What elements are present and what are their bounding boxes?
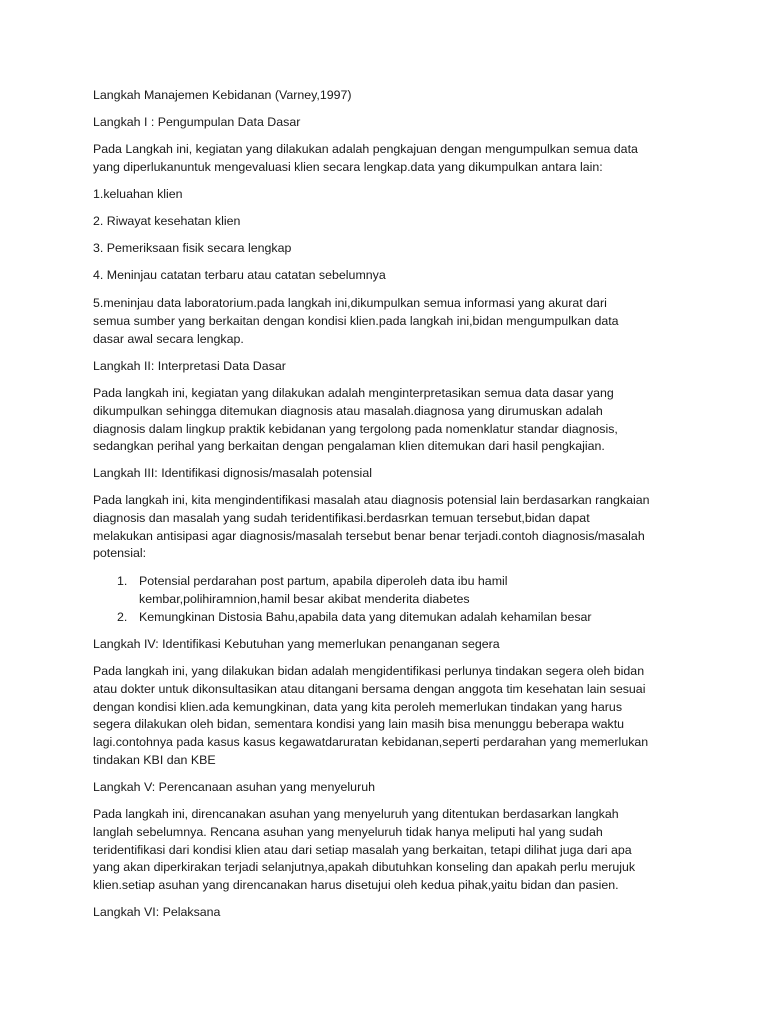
paragraph-line: yang akan diperkirakan terjadi selanjutnya,apakah dibutuhkan konseling dan apakah perlu merujuk bbox=[93, 860, 636, 875]
list-item-line: Potensial perdarahan post partum, apabila diperoleh data ibu hamil bbox=[139, 574, 508, 588]
paragraph-line: semua sumber yang berkaitan dengan kondisi klien.pada langkah ini,bidan mengumpulkan data bbox=[93, 313, 619, 328]
step1-item-5-paragraph bbox=[93, 295, 678, 348]
paragraph-line: potensial: bbox=[93, 546, 147, 561]
paragraph-line: sedangkan perihal yang berkaitan dengan pengalaman klien ditemukan dari hasil pengkajian. bbox=[93, 439, 605, 454]
paragraph-line: melakukan antisipasi agar diagnosis/masalah tersebut benar benar terjadi.contoh diagnosis/masalah bbox=[93, 528, 645, 543]
paragraph-line: langlah sebelumnya. Rencana asuhan yang menyeluruh tidak hanya meliputi hal yang sudah bbox=[93, 824, 603, 839]
paragraph-line: lagi.contohnya pada kasus kasus kegawatdaruratan kebidanan,seperti perdarahan yang memerlukan bbox=[93, 735, 649, 750]
paragraph-line: dikumpulkan sehingga ditemukan diagnosis atau masalah.diagnosa yang dirumuskan adalah bbox=[93, 403, 603, 418]
paragraph-line: Pada langkah ini, yang dilakukan bidan adalah mengidentifikasi perlunya tindakan segera oleh bidan bbox=[93, 664, 645, 678]
step3-paragraph bbox=[93, 492, 678, 563]
list-number: 2. bbox=[117, 609, 128, 624]
paragraph-line: Pada Langkah ini, kegiatan yang dilakukan adalah pengkajuan dengan mengumpulkan semua data bbox=[93, 142, 638, 156]
paragraph-line: yang diperlukanuntuk mengevaluasi klien secara lengkap.data yang dikumpulkan antara lain: bbox=[93, 159, 603, 174]
paragraph-line: Pada langkah ini, kegiatan yang dilakukan adalah menginterpretasikan semua data dasar yang bbox=[93, 386, 614, 400]
paragraph-line: klien.setiap asuhan yang direncanakan harus disetujui oleh kedua pihak,yaitu bidan dan pasien. bbox=[93, 878, 619, 893]
paragraph-line: tindakan KBI dan KBE bbox=[93, 752, 216, 767]
list-item bbox=[93, 609, 683, 627]
step6-heading: Langkah VI: Pelaksana bbox=[93, 905, 221, 919]
paragraph-line: dasar awal secara lengkap. bbox=[93, 331, 244, 346]
list-number: 1. bbox=[117, 574, 128, 588]
step3-heading: Langkah III: Identifikasi dignosis/masalah potensial bbox=[93, 466, 372, 480]
paragraph-line: diagnosis dan masalah yang sudah teridentifikasi.berdasrkan temuan tersebut,bidan dapat bbox=[93, 510, 590, 525]
step5-paragraph bbox=[93, 806, 678, 895]
list-item bbox=[93, 573, 683, 609]
paragraph-line: segera dilakukan oleh bidan, sementara kondisi yang lain masih bisa menunggu beberapa waktu bbox=[93, 717, 625, 732]
step2-heading: Langkah II: Interpretasi Data Dasar bbox=[93, 359, 286, 373]
list-item-line: Kemungkinan Distosia Bahu,apabila data yang ditemukan adalah kehamilan besar bbox=[139, 609, 592, 624]
step1-item-4: 4. Meninjau catatan terbaru atau catatan sebelumnya bbox=[93, 268, 386, 282]
step2-paragraph bbox=[93, 385, 678, 456]
paragraph-line: atau dokter untuk dikonsultasikan atau ditangani bersama dengan anggota tim kesehatan lain sesuai bbox=[93, 681, 646, 696]
step5-heading: Langkah V: Perencanaan asuhan yang menyeluruh bbox=[93, 780, 375, 794]
paragraph-line: 5.meninjau data laboratorium.pada langkah ini,dikumpulkan semua informasi yang akurat dari bbox=[93, 296, 607, 310]
paragraph-line: teridentifikasi dari kondisi klien atau dari setiap masalah yang berkaitan, tetapi dilihat juga dari apa bbox=[93, 842, 632, 857]
list-item-line: kembar,polihiramnion,hamil besar akibat menderita diabetes bbox=[139, 591, 470, 606]
step1-item-1: 1.keluahan klien bbox=[93, 187, 183, 201]
step4-heading: Langkah IV: Identifikasi Kebutuhan yang memerlukan penanganan segera bbox=[93, 637, 500, 651]
step1-item-2: 2. Riwayat kesehatan klien bbox=[93, 214, 241, 228]
step1-heading: Langkah I : Pengumpulan Data Dasar bbox=[93, 115, 301, 129]
step1-item-3: 3. Pemeriksaan fisik secara lengkap bbox=[93, 241, 292, 255]
paragraph-line: Pada langkah ini, direncanakan asuhan yang menyeluruh yang ditentukan berdasarkan langkah bbox=[93, 807, 619, 821]
paragraph-line: diagnosis dalam lingkup praktik kebidanan yang tergolong pada nomenklatur standar diagnosis, bbox=[93, 421, 618, 436]
step3-numbered-list bbox=[93, 573, 683, 626]
step1-intro-paragraph bbox=[93, 141, 678, 177]
document-title: Langkah Manajemen Kebidanan (Varney,1997) bbox=[93, 88, 352, 102]
step4-paragraph bbox=[93, 663, 678, 770]
paragraph-line: dengan kondisi klien.ada kemungkinan, data yang kita peroleh memerlukan tindakan yang harus bbox=[93, 699, 623, 714]
paragraph-line: Pada langkah ini, kita mengindentifikasi masalah atau diagnosis potensial lain berdasarkan rangkaian bbox=[93, 493, 650, 507]
